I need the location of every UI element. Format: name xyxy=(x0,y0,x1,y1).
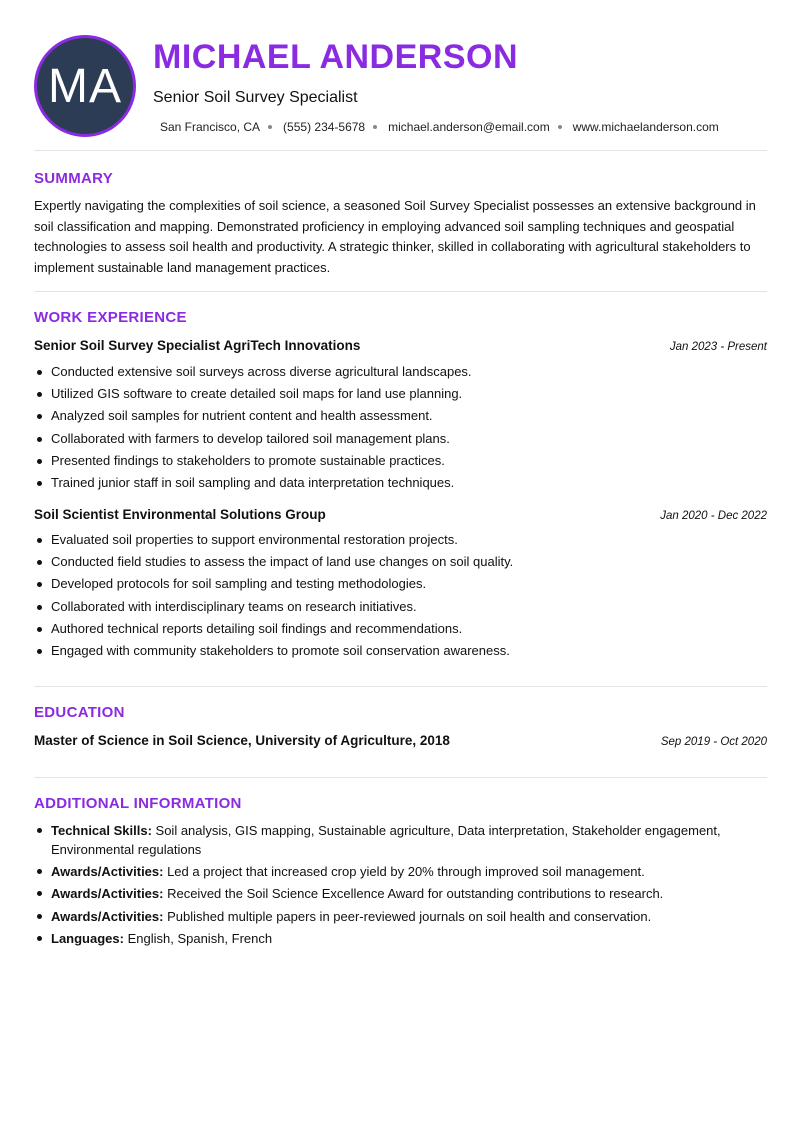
list-item: Utilized GIS software to create detailed soil maps for land use planning. xyxy=(34,383,767,405)
contact-location: San Francisco, CA xyxy=(160,120,261,134)
degree: Master of Science in Soil Science, University of Agriculture, 2018 xyxy=(34,733,450,748)
list-item: Analyzed soil samples for nutrient content and health assessment. xyxy=(34,405,767,427)
additional-heading: ADDITIONAL INFORMATION xyxy=(34,795,242,812)
education-dates: Sep 2019 - Oct 2020 xyxy=(660,736,767,748)
experience-heading: WORK EXPERIENCE xyxy=(34,309,187,326)
list-item: Evaluated soil properties to support environmental restoration projects. xyxy=(34,529,767,551)
job-header xyxy=(34,507,767,522)
item-text: Led a project that increased crop yield by 20% through improved soil management. xyxy=(163,864,645,880)
item-label: Technical Skills: xyxy=(51,823,152,838)
avatar-initials: MA xyxy=(48,59,122,113)
job-title: Senior Soil Survey Specialist xyxy=(153,89,358,106)
list-item xyxy=(34,929,767,948)
job-dates: Jan 2023 - Present xyxy=(669,341,767,353)
job-bullets xyxy=(34,529,767,662)
avatar xyxy=(34,35,136,137)
list-item: Engaged with community stakeholders to promote soil conservation awareness. xyxy=(34,640,767,662)
list-item: Collaborated with interdisciplinary teams on research initiatives. xyxy=(34,596,767,618)
education-entry xyxy=(34,733,767,748)
item-label: Awards/Activities: xyxy=(51,908,164,924)
list-item: Trained junior staff in soil sampling and data interpretation techniques. xyxy=(34,472,767,494)
list-item xyxy=(34,862,767,881)
list-item: Developed protocols for soil sampling and testing methodologies. xyxy=(34,573,767,595)
list-item xyxy=(34,821,767,859)
education-heading: EDUCATION xyxy=(34,704,125,721)
contact-website[interactable]: www.michaelanderson.com xyxy=(572,120,719,134)
divider xyxy=(34,150,767,151)
item-text: Soil analysis, GIS mapping, Sustainable agriculture, Data interpretation, Stakeholder engagement, Environmental regulations xyxy=(51,823,721,857)
job-header xyxy=(34,338,767,353)
contact-bar xyxy=(160,120,719,134)
job-dates: Jan 2020 - Dec 2022 xyxy=(660,510,767,522)
contact-phone: (555) 234-5678 xyxy=(283,120,366,134)
list-item xyxy=(34,884,767,903)
list-item: Authored technical reports detailing soil findings and recommendations. xyxy=(34,618,767,640)
item-label: Languages: xyxy=(51,930,124,946)
item-text: Published multiple papers in peer-reviewed journals on soil health and conservation. xyxy=(163,908,652,924)
job-bullets xyxy=(34,361,767,494)
additional-list xyxy=(34,821,767,951)
list-item: Conducted extensive soil surveys across diverse agricultural landscapes. xyxy=(34,361,767,383)
divider xyxy=(34,291,767,292)
divider xyxy=(34,686,767,687)
item-label: Awards/Activities: xyxy=(51,864,164,880)
list-item: Presented findings to stakeholders to promote sustainable practices. xyxy=(34,450,767,472)
separator-dot-icon xyxy=(558,125,562,129)
item-label: Awards/Activities: xyxy=(51,886,164,902)
summary-text: Expertly navigating the complexities of soil science, a seasoned Soil Survey Specialist possesses an extensive background in soil classification and mapping. Demonstrated proficiency in employing advanced soil sampling techniques and geospatial technologies to assess soil health and productivity. A strategic thinker, skilled in collaborating with agricultural stakeholders to implement sustainable land management practices. xyxy=(34,198,756,275)
list-item: Collaborated with farmers to develop tailored soil management plans. xyxy=(34,428,767,450)
job-role: Senior Soil Survey Specialist AgriTech Innovations xyxy=(34,338,361,353)
job-role: Soil Scientist Environmental Solutions Group xyxy=(34,507,326,522)
divider xyxy=(34,777,767,778)
separator-dot-icon xyxy=(373,125,377,129)
summary-heading: SUMMARY xyxy=(34,170,114,187)
separator-dot-icon xyxy=(268,125,272,129)
item-text: Received the Soil Science Excellence Award for outstanding contributions to research. xyxy=(163,886,664,902)
list-item xyxy=(34,907,767,926)
contact-email[interactable]: michael.anderson@email.com xyxy=(388,120,550,134)
item-text: English, Spanish, French xyxy=(123,930,273,946)
list-item: Conducted field studies to assess the impact of land use changes on soil quality. xyxy=(34,551,767,573)
candidate-name: MICHAEL ANDERSON xyxy=(153,38,519,76)
